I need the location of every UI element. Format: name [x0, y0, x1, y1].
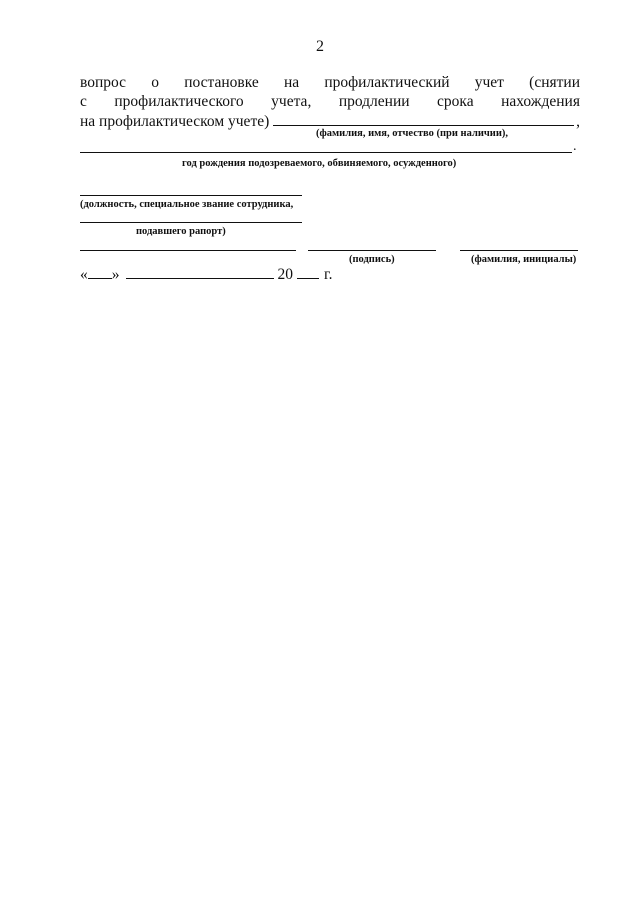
word: нахождения — [501, 93, 580, 110]
caption-surname-initials: (фамилия, инициалы) — [471, 254, 577, 265]
word: профилактический — [324, 74, 450, 91]
word: срока — [437, 93, 474, 110]
day-fill-line[interactable] — [88, 264, 112, 279]
caption-birth-year: год рождения подозреваемого, обвиняемого, осужденного) — [182, 158, 457, 169]
word: вопрос — [80, 74, 127, 91]
caption-fio: (фамилия, имя, отчество (при наличии), — [316, 128, 509, 139]
position-fill-line-1[interactable] — [80, 195, 302, 196]
date-close-quote: » — [111, 266, 120, 283]
body-line-2 — [80, 93, 580, 111]
word: профилактического — [114, 93, 244, 110]
month-fill-line[interactable] — [126, 264, 274, 279]
year-suffix: г. — [324, 266, 333, 283]
word: о — [151, 74, 159, 91]
period-mark: . — [573, 139, 577, 154]
body-line-3-comma: , — [576, 113, 580, 130]
birth-year-fill-line[interactable] — [80, 152, 572, 153]
fio-fill-line[interactable] — [273, 111, 574, 126]
caption-position-line-1: (должность, специальное звание сотрудника, — [80, 199, 294, 210]
word: учета, — [271, 93, 312, 110]
date-open-quote: « — [80, 266, 88, 283]
caption-position-line-2: подавшего рапорт) — [136, 226, 226, 237]
body-line-1 — [80, 74, 580, 92]
word: учет — [474, 74, 504, 91]
body-line-3-text: на профилактическом учете) — [80, 113, 270, 130]
caption-signature: (подпись) — [349, 254, 395, 265]
word: постановке — [184, 74, 259, 91]
signature-fill-line[interactable] — [308, 250, 436, 251]
surname-initials-fill-line[interactable] — [460, 250, 578, 251]
year-fill-line[interactable] — [297, 264, 319, 279]
date-row — [80, 264, 340, 284]
word: продлении — [338, 93, 410, 110]
word: с — [80, 93, 87, 110]
word: на — [283, 74, 300, 91]
position-fill-line-2[interactable] — [80, 222, 302, 223]
position-fill-line-3[interactable] — [80, 250, 296, 251]
year-prefix: 20 — [277, 266, 293, 283]
word: (снятии — [529, 74, 580, 91]
page-number: 2 — [316, 38, 324, 55]
